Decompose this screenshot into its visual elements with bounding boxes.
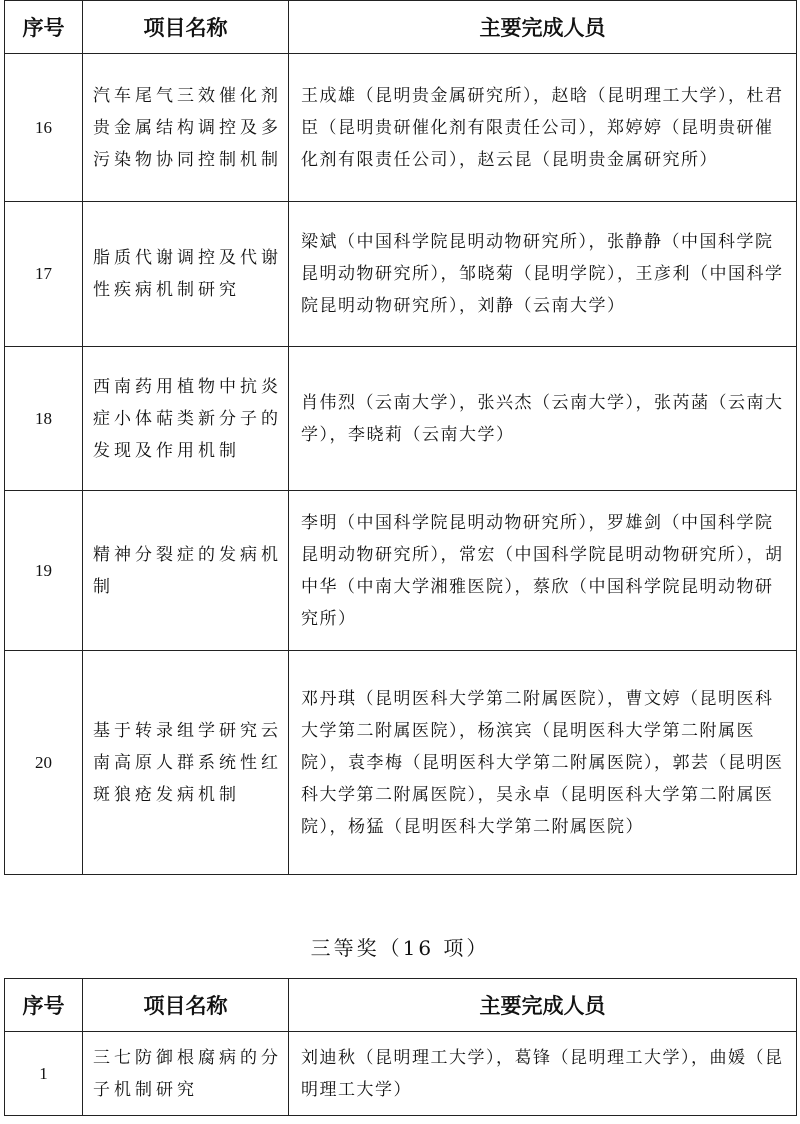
- members-list: 刘迪秋（昆明理工大学），葛锋（昆明理工大学），曲媛（昆明理工大学）: [289, 1032, 797, 1116]
- table-row: [5, 1032, 797, 1116]
- header-members: 主要完成人员: [289, 1, 797, 54]
- header-number: 序号: [5, 1, 83, 54]
- table-row: [5, 491, 797, 651]
- members-list: 肖伟烈（云南大学），张兴杰（云南大学），张芮菡（云南大学），李晓莉（云南大学）: [289, 347, 797, 491]
- header-members: 主要完成人员: [289, 979, 797, 1032]
- awards-table-second-prize: [4, 0, 797, 875]
- table-row: [5, 202, 797, 347]
- project-name: 西南药用植物中抗炎症小体萜类新分子的发现及作用机制: [83, 347, 289, 491]
- table-header-row: [5, 1, 797, 54]
- row-number: 18: [5, 347, 83, 491]
- row-number: 17: [5, 202, 83, 347]
- table-row: [5, 347, 797, 491]
- header-project-name: 项目名称: [83, 1, 289, 54]
- project-name: 精神分裂症的发病机制: [83, 491, 289, 651]
- project-name: 脂质代谢调控及代谢性疾病机制研究: [83, 202, 289, 347]
- header-number: 序号: [5, 979, 83, 1032]
- table-header-row: [5, 979, 797, 1032]
- members-list: 王成雄（昆明贵金属研究所），赵晗（昆明理工大学），杜君臣（昆明贵研催化剂有限责任公司），郑婷婷（昆明贵研催化剂有限责任公司），赵云昆（昆明贵金属研究所）: [289, 54, 797, 202]
- table-row: [5, 54, 797, 202]
- row-number: 16: [5, 54, 83, 202]
- row-number: 20: [5, 651, 83, 875]
- project-name: 三七防御根腐病的分子机制研究: [83, 1032, 289, 1116]
- members-list: 邓丹琪（昆明医科大学第二附属医院），曹文婷（昆明医科大学第二附属医院），杨滨宾（昆明医科大学第二附属医院），袁李梅（昆明医科大学第二附属医院），郭芸（昆明医科大学第二附属医院），吴永卓（昆明医科大学第二附属医院），杨猛（昆明医科大学第二附属医院）: [289, 651, 797, 875]
- members-list: 李明（中国科学院昆明动物研究所），罗雄剑（中国科学院昆明动物研究所），常宏（中国科学院昆明动物研究所），胡中华（中南大学湘雅医院），蔡欣（中国科学院昆明动物研究所）: [289, 491, 797, 651]
- row-number: 1: [5, 1032, 83, 1116]
- row-number: 19: [5, 491, 83, 651]
- header-project-name: 项目名称: [83, 979, 289, 1032]
- table-row: [5, 651, 797, 875]
- project-name: 基于转录组学研究云南高原人群系统性红斑狼疮发病机制: [83, 651, 289, 875]
- awards-table-third-prize: [4, 978, 797, 1116]
- members-list: 梁斌（中国科学院昆明动物研究所），张静静（中国科学院昆明动物研究所），邹晓菊（昆明学院），王彦利（中国科学院昆明动物研究所），刘静（云南大学）: [289, 202, 797, 347]
- project-name: 汽车尾气三效催化剂贵金属结构调控及多污染物协同控制机制: [83, 54, 289, 202]
- section-title-third-prize: 三等奖（16 项）: [310, 936, 490, 960]
